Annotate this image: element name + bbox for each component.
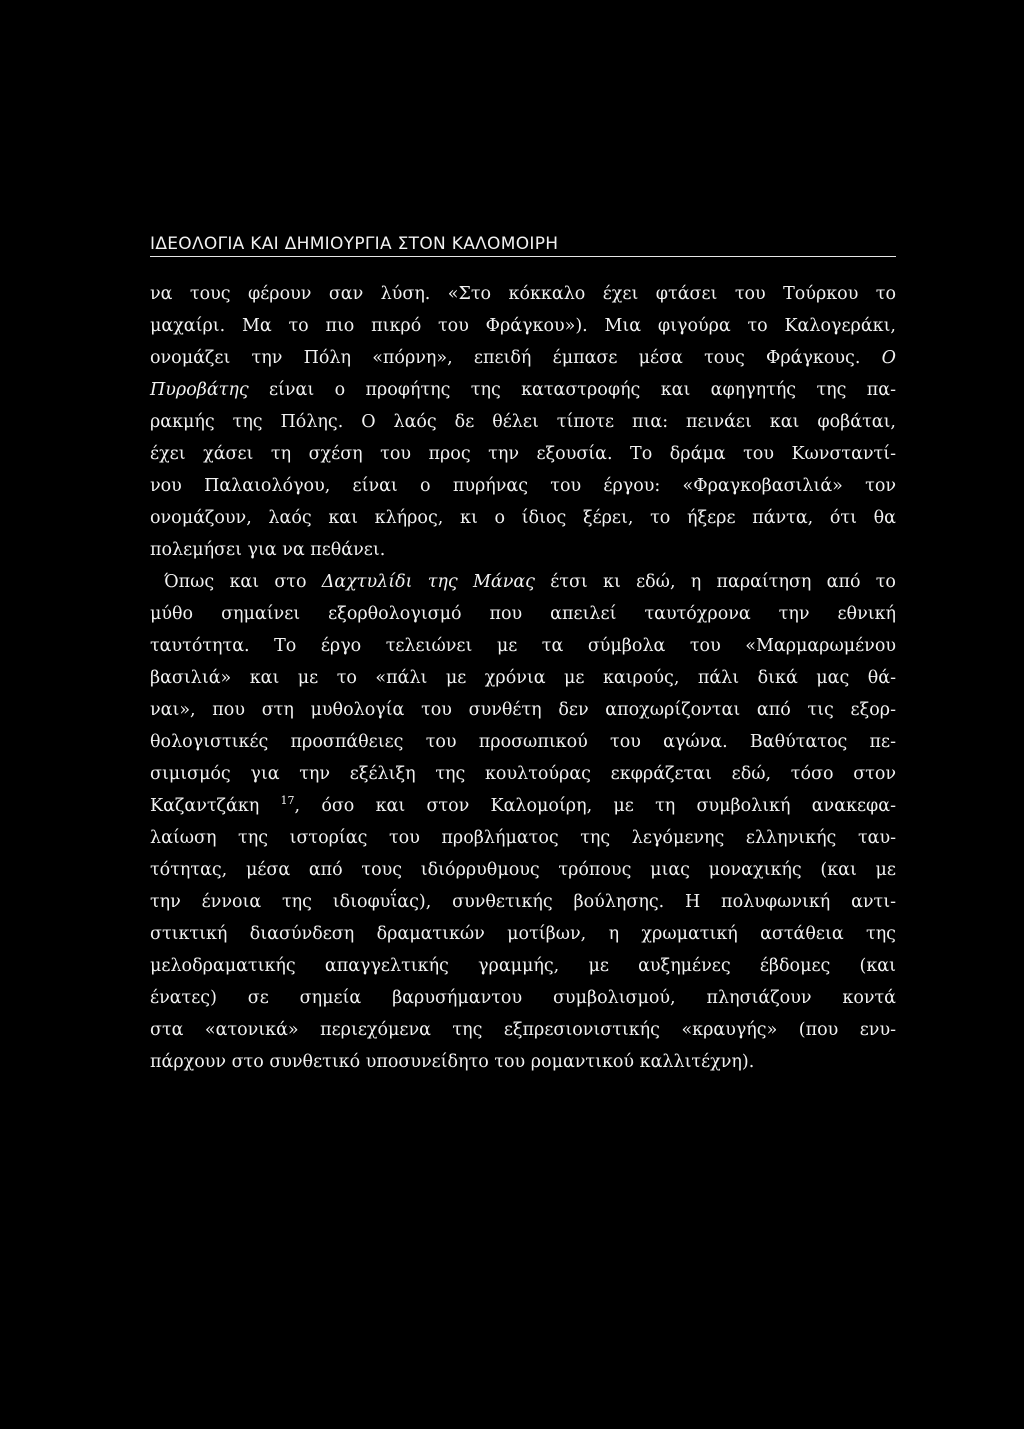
text-line: μύθο σημαίνει εξορθολογισμό που απειλεί ταυτόχρονα την εθνική [150, 604, 896, 624]
text-line: πάρχουν στο συνθετικό υποσυνείδητο του ρομαντικού καλλιτέχνη). [150, 1052, 755, 1072]
running-head-title: ΙΔΕΟΛΟΓΙΑ ΚΑΙ ΔΗΜΙΟΥΡΓΙΑ ΣΤΟΝ ΚΑΛΟΜΟΙΡΗ [150, 234, 559, 254]
italic-text: Ο [881, 348, 896, 368]
text-line: ταυτότητα. Το έργο τελειώνει με τα σύμβολα του «Μαρμαρωμένου [150, 636, 896, 656]
text-line: να τους φέρουν σαν λύση. «Στο κόκκαλο έχει φτάσει του Τούρκου το [150, 284, 896, 304]
text-line: πολεμήσει για να πεθάνει. [150, 540, 386, 560]
body-text [150, 278, 896, 1078]
text-line: τότητας, μέσα από τους ιδιόρρυθμους τρόπους μιας μοναχικής (και με [150, 860, 896, 880]
header-rule [150, 256, 896, 257]
text-line: σιμισμός για την εξέλιξη της κουλτούρας εκφράζεται εδώ, τόσο στον [150, 764, 896, 784]
text-line: βασιλιά» και με το «πάλι με χρόνια με καιρούς, πάλι δικά μας θά- [150, 668, 896, 688]
text-line: έχει χάσει τη σχέση του προς την εξουσία. Το δράμα του Κωνσταντί- [150, 444, 896, 464]
text-line: λαίωση της ιστορίας του προβλήματος της λεγόμενης ελληνικής ταυ- [150, 828, 896, 848]
text-line: νου Παλαιολόγου, είναι ο πυρήνας του έργου: «Φραγκοβασιλιά» τον [150, 476, 896, 496]
footnote-ref: 17 [280, 794, 295, 807]
text-line: μαχαίρι. Μα το πιο πικρό του Φράγκου»). Μια φιγούρα το Καλογεράκι, [150, 316, 896, 336]
text-line: ονομάζει την Πόλη «πόρνη», επειδή έμπασε μέσα τους Φράγκους. Ο [150, 348, 896, 368]
text-line: ένατες) σε σημεία βαρυσήμαντου συμβολισμού, πλησιάζουν κοντά [150, 988, 896, 1008]
text-line: Πυροβάτης είναι ο προφήτης της καταστροφής και αφηγητής της πα- [150, 380, 896, 400]
text-line: Όπως και στο Δαχτυλίδι της Μάνας έτσι κι εδώ, η παραίτηση από το [164, 572, 896, 592]
text-line: θολογιστικές προσπάθειες του προσωπικού του αγώνα. Βαθύτατος πε- [150, 732, 896, 752]
text-line: την έννοια της ιδιοφυΐας), συνθετικής βούλησης. Η πολυφωνική αντι- [150, 892, 896, 912]
text-line: στικτική διασύνδεση δραματικών μοτίβων, η χρωματική αστάθεια της [150, 924, 896, 944]
text-line: ναι», που στη μυθολογία του συνθέτη δεν αποχωρίζονται από τις εξορ- [150, 700, 896, 720]
text-line: μελοδραματικής απαγγελτικής γραμμής, με αυξημένες έβδομες (και [150, 956, 896, 976]
text-line: στα «ατονικά» περιεχόμενα της εξπρεσιονιστικής «κραυγής» (που ενυ- [150, 1020, 896, 1040]
italic-text: Πυροβάτης [150, 380, 249, 400]
italic-title: Δαχτυλίδι της Μάνας [321, 572, 535, 592]
text-line: ονομάζουν, λαός και κλήρος, κι ο ίδιος ξέρει, το ήξερε πάντα, ότι θα [150, 508, 896, 528]
text-line: Καζαντζάκη $^{17}$, όσο και στον Καλομοίρη, με τη συμβολική ανακεφα- [150, 794, 896, 816]
text-line: ρακμής της Πόλης. Ο λαός δε θέλει τίποτε πια: πεινάει και φοβάται, [150, 412, 896, 432]
